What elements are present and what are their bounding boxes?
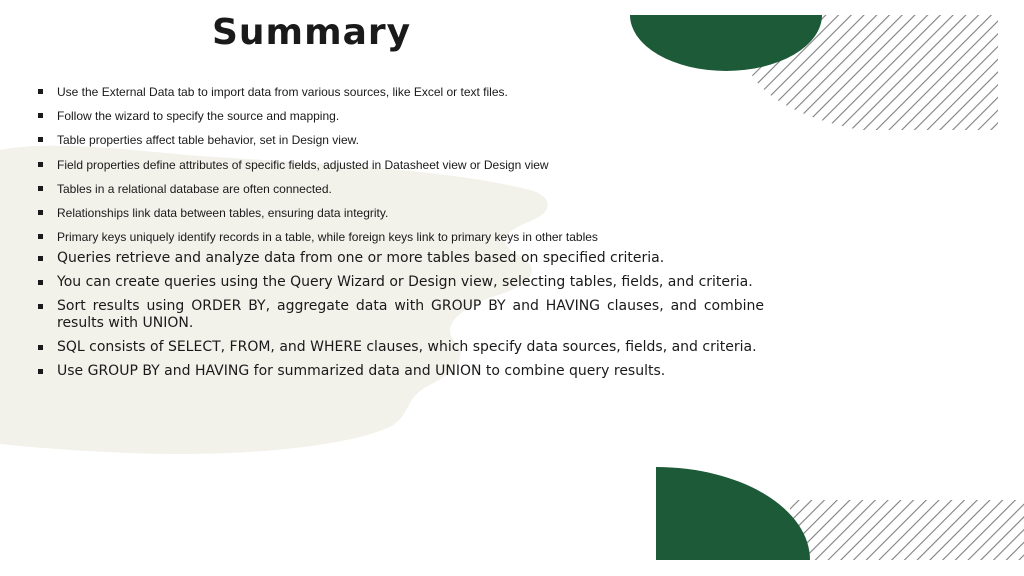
bullet-item: Field properties define attributes of specific fields, adjusted in Datasheet view or Design view [36,155,764,175]
bullet-item: Tables in a relational database are often connected. [36,179,764,199]
bullet-list [36,82,764,387]
bullet-item: Sort results using ORDER BY, aggregate data with GROUP BY and HAVING clauses, and combine results with UNION. [36,298,764,332]
bullet-item: Table properties affect table behavior, set in Design view. [36,130,764,150]
bullet-item: Use the External Data tab to import data from various sources, like Excel or text files. [36,82,764,102]
bullet-item: Use GROUP BY and HAVING for summarized data and UNION to combine query results. [36,363,764,380]
bullet-item: Primary keys uniquely identify records in a table, while foreign keys link to primary keys in other tables [36,227,764,247]
hatch-pattern-bottom [790,500,1024,560]
bullet-item: SQL consists of SELECT, FROM, and WHERE clauses, which specify data sources, fields, and criteria. [36,339,764,356]
bullet-item: Follow the wizard to specify the source and mapping. [36,106,764,126]
green-quarter-circle-bottom [656,467,810,560]
slide-title: Summary [212,12,412,53]
bullet-item: Queries retrieve and analyze data from one or more tables based on specified criteria. [36,250,764,267]
bullet-item: You can create queries using the Query Wizard or Design view, selecting tables, fields, and criteria. [36,274,764,291]
bullet-item: Relationships link data between tables, ensuring data integrity. [36,203,764,223]
